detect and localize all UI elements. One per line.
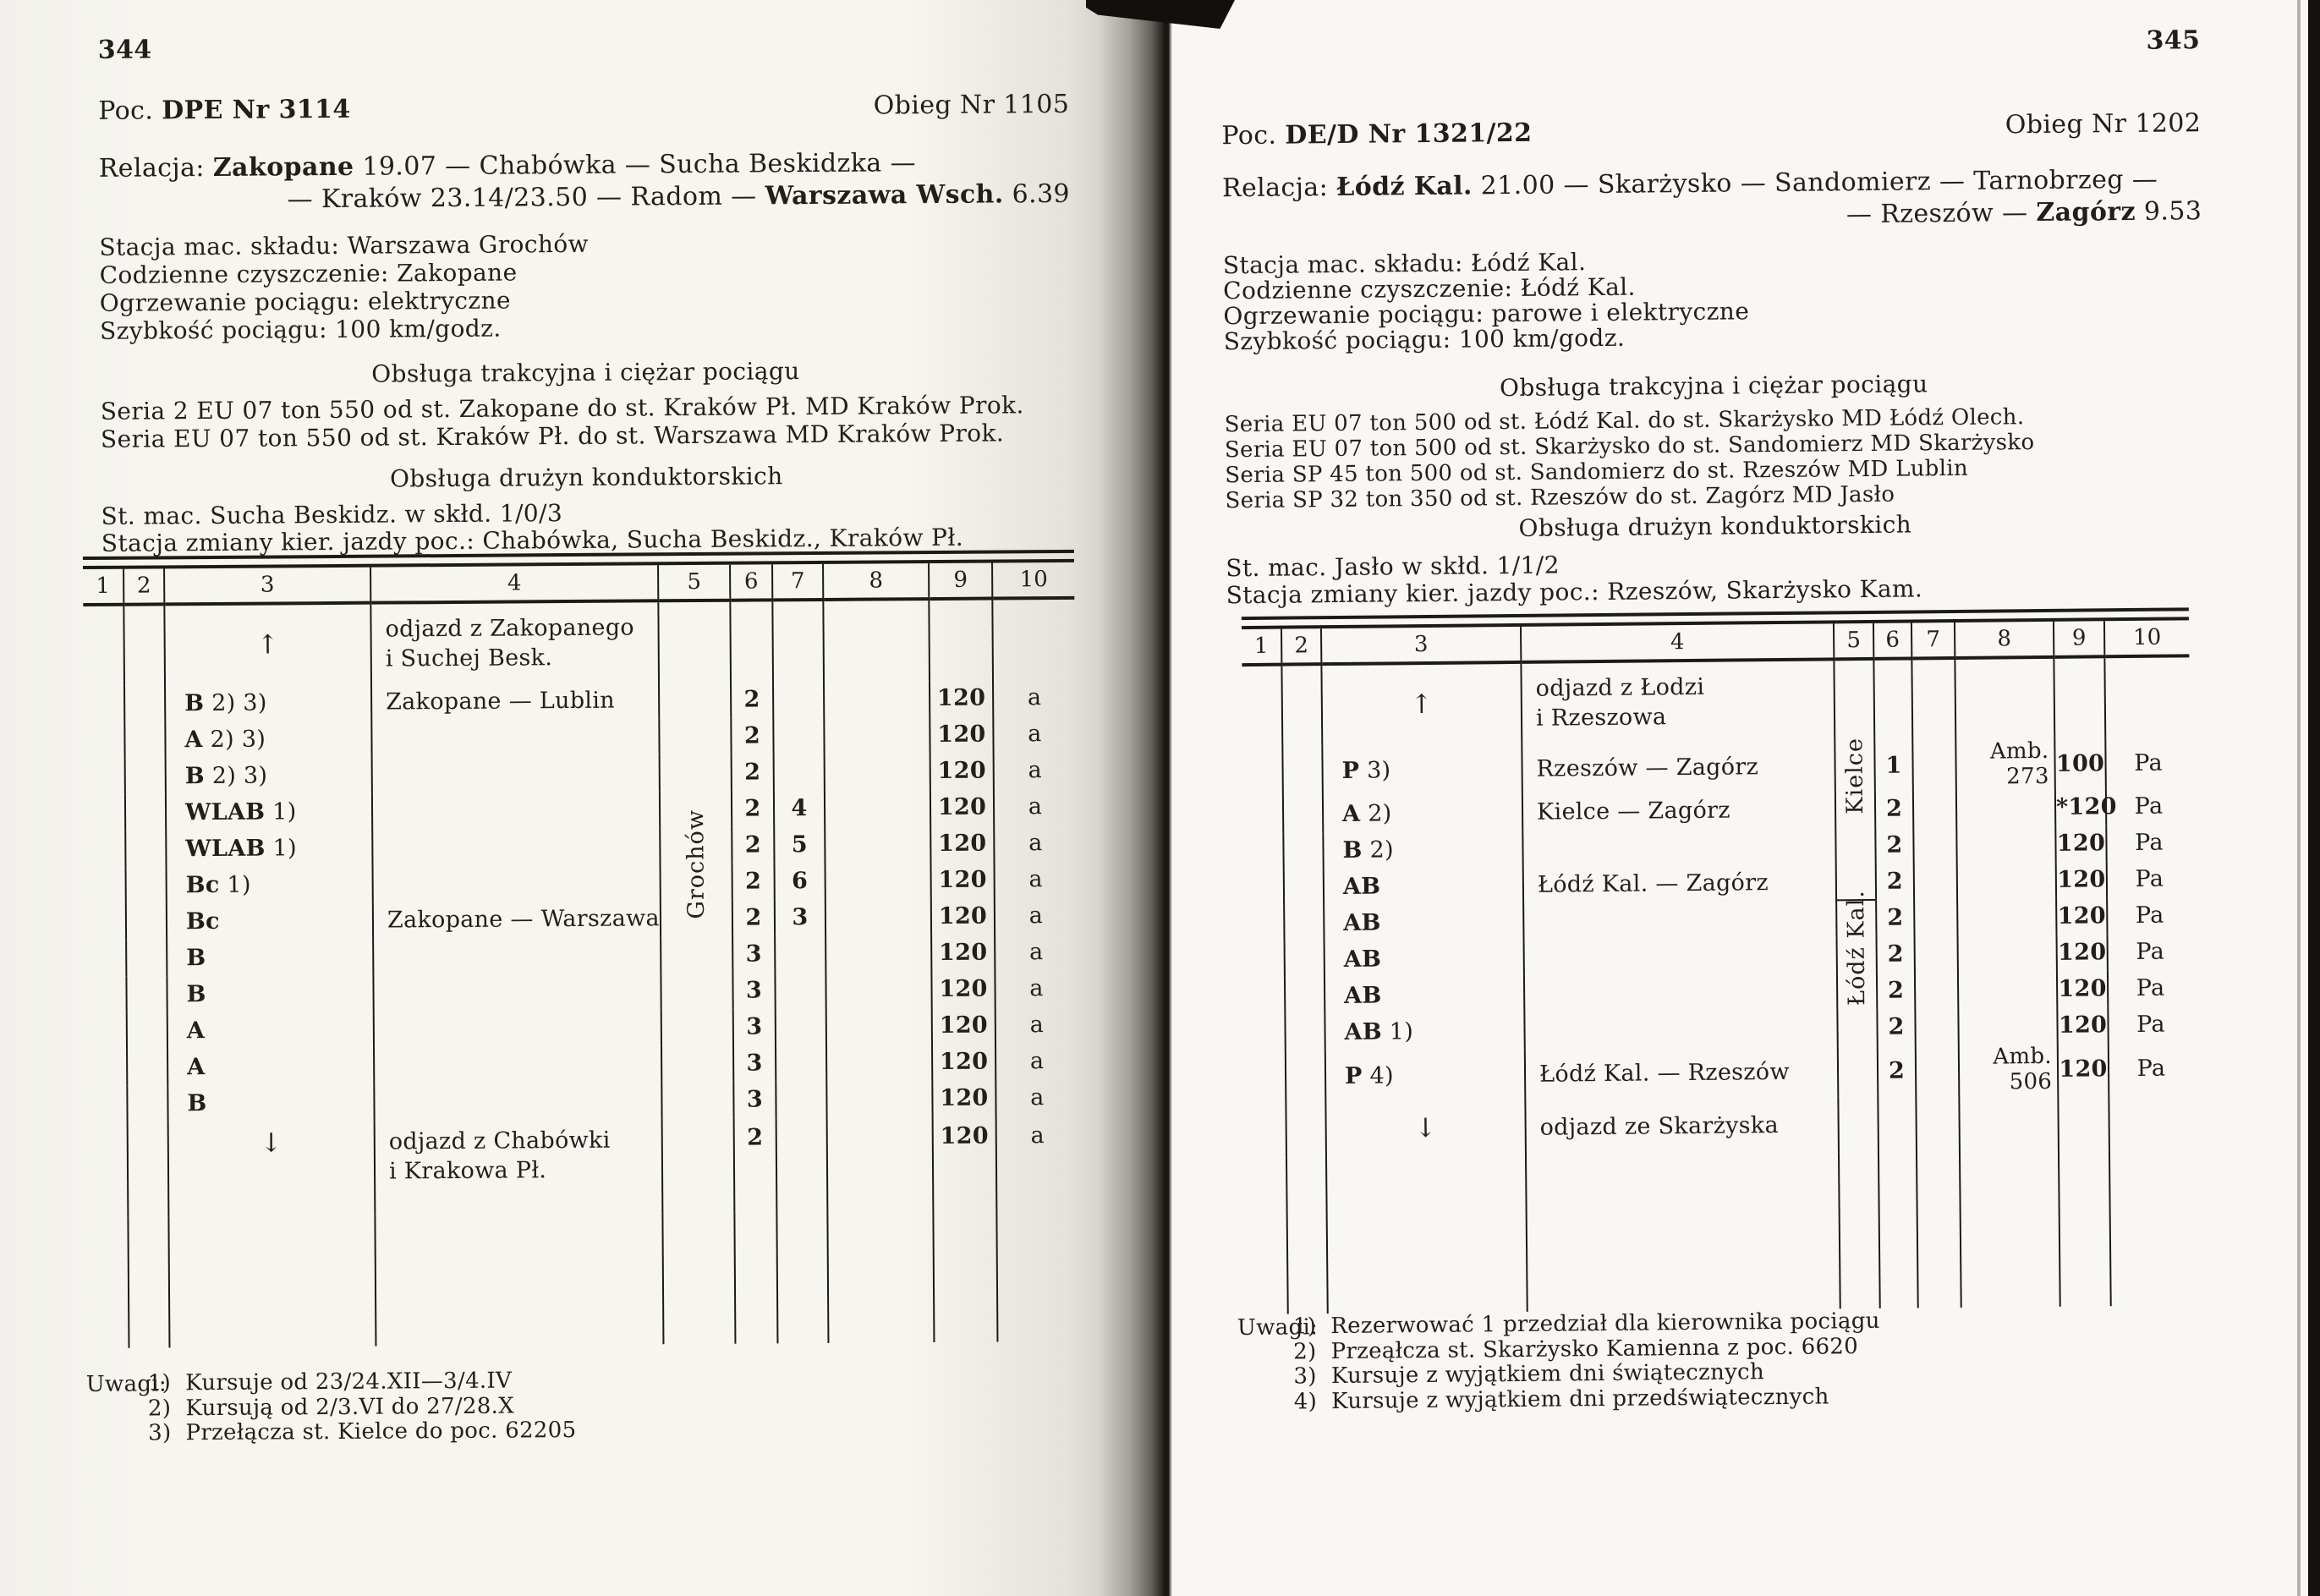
- speed-cell: 120: [2057, 970, 2108, 1007]
- direction-change-line: Stacja zmiany kier. jazdy poc.: Chabówka, Sucha Beskidz., Kraków Pł.: [101, 523, 964, 557]
- brake-cell: a: [996, 1116, 1079, 1211]
- col-header: 10: [992, 562, 1074, 599]
- departure-note-cell: odjazd ze Skarżyska: [1525, 1096, 1839, 1155]
- empty-cell: [1286, 1101, 1326, 1157]
- empty-cell: [1281, 664, 1322, 745]
- empty-cell: [1839, 1152, 1880, 1308]
- car-class-cell: B 2): [1323, 831, 1522, 869]
- info-line: Szybkość pociągu: 100 km/godz.: [1223, 323, 1626, 356]
- uwagi-label: Uwagi:: [85, 1371, 167, 1398]
- filler-row: [1247, 1149, 2196, 1314]
- col-header: 9: [2054, 621, 2104, 657]
- empty-cell: [1246, 1051, 1286, 1102]
- mac-line: St. mac. Sucha Beskidz. w skłd. 1/0/3: [101, 499, 563, 530]
- empty-cell: [1878, 1095, 1917, 1151]
- vertical-label: Grochów: [683, 809, 710, 919]
- amb-cell: [1957, 862, 2056, 899]
- amb-cell: [1957, 898, 2056, 935]
- brake-cell: Pa: [2106, 787, 2191, 825]
- route-label: Relacja:: [1221, 173, 1329, 204]
- empty-cell: [1246, 1102, 1286, 1158]
- value-cell: 2: [734, 1117, 777, 1212]
- col-header: 5: [1834, 623, 1873, 659]
- col-header: 2: [123, 568, 164, 604]
- value-cell: 4: [774, 790, 825, 826]
- seria-block: [1225, 404, 2036, 513]
- seria-line: Seria 2 EU 07 ton 550 od st. Zakopane do st. Kraków Pł. MD Kraków Prok.: [100, 391, 1024, 425]
- col-header: 7: [772, 564, 823, 600]
- brake-cell: Pa: [2108, 933, 2192, 970]
- col-header: 5: [658, 565, 730, 601]
- speed-cell: 120: [930, 753, 994, 790]
- uwagi-item: 3) Przełącza st. Kielce do poc. 62205: [148, 1418, 577, 1446]
- departure-note-cell: odjazd z Chabówki i Krakowa Pł.: [375, 1118, 663, 1215]
- speed-cell: 120: [2055, 825, 2106, 862]
- speed-cell: 120: [930, 716, 993, 754]
- empty-cell: [1242, 746, 1283, 797]
- departure-note-cell: odjazd z Zakopanego i Suchej Besk.: [370, 601, 659, 683]
- speed-cell: *120: [2055, 788, 2106, 825]
- info-line: Stacja mac. składu: Warszawa Grochów: [99, 229, 590, 261]
- value-cell: 2: [1877, 935, 1915, 972]
- route-cell: Zakopane — Lublin: [371, 682, 659, 720]
- speed-cell: 100: [2054, 738, 2106, 789]
- train-label: Poc.: [1221, 120, 1277, 151]
- car-class-cell: WLAB 1): [166, 793, 372, 831]
- car-class-cell: P 4): [1325, 1049, 1526, 1101]
- empty-cell: [1285, 941, 1325, 978]
- amb-cell: [1958, 1007, 2057, 1045]
- value-cell: 3: [733, 1045, 776, 1081]
- train-info-block: [1223, 248, 1750, 354]
- amb-cell: [1958, 971, 2057, 1008]
- empty-cell: [1283, 796, 1323, 832]
- col-header: 4: [370, 565, 658, 602]
- seria-line: Seria EU 07 ton 550 od st. Kraków Pł. do st. Warszawa MD Kraków Prok.: [100, 419, 1005, 453]
- arrow-up-icon: ↑: [1321, 662, 1522, 745]
- value-cell: 3: [733, 1008, 776, 1045]
- departure-note-cell: odjazd z Łodzi i Rzeszowa: [1521, 659, 1835, 743]
- empty-cell: [1914, 863, 1957, 899]
- value-cell: 2: [1875, 790, 1913, 826]
- car-class-cell: B: [167, 975, 373, 1013]
- car-class-cell: B 2) 3): [166, 757, 372, 795]
- value-cell: 2: [1876, 899, 1914, 935]
- car-class-cell: P 3): [1322, 743, 1522, 796]
- car-class-cell: B 2) 3): [165, 684, 371, 722]
- brake-cell: a: [993, 716, 1075, 753]
- brake-cell: Pa: [2108, 969, 2192, 1006]
- value-cell: 3: [732, 972, 775, 1008]
- train-number: DPE Nr 3114: [162, 94, 351, 126]
- brake-cell: a: [995, 934, 1077, 971]
- arrow-down-icon: ↓: [168, 1121, 376, 1217]
- speed-cell: 120: [930, 825, 994, 863]
- route-label: Relacja:: [98, 153, 205, 184]
- empty-cell: [2109, 1093, 2194, 1149]
- col-header: 8: [1955, 622, 2054, 658]
- col-header: 7: [1911, 622, 1955, 658]
- empty-cell: [1243, 833, 1283, 869]
- empty-cell: [1247, 1158, 1288, 1314]
- value-cell: 5: [774, 826, 825, 863]
- empty-cell: [1285, 1014, 1325, 1050]
- seria-line: Seria EU 07 ton 500 od st. Łódź Kal. do st. Skarżysko MD Łódź Olech.: [1224, 404, 2025, 438]
- seria-line: Seria SP 45 ton 500 od st. Sandomierz do st. Rzeszów MD Lublin: [1225, 455, 1969, 489]
- value-cell: 2: [732, 863, 774, 899]
- route-cell: Kielce — Zagórz: [1522, 791, 1835, 831]
- col-header: 1: [83, 569, 123, 605]
- car-class-cell: A: [167, 1012, 374, 1050]
- info-line: Ogrzewanie pociągu: parowe i elektryczne: [1223, 297, 1750, 331]
- direction-change-line: Stacja zmiany kier. jazdy poc.: Rzeszów, Skarżysko Kam.: [1226, 574, 1923, 610]
- empty-cell: [1916, 1045, 1960, 1095]
- speed-cell: 120: [932, 1044, 995, 1081]
- conductor-team-cell: [1835, 740, 1876, 900]
- uwagi-item: 2) Przeąłcza st. Skarżysko Kamienna z poc. 6620: [1293, 1333, 1859, 1365]
- brake-cell: Pa: [2107, 860, 2191, 897]
- route-line-1: Relacja: Zakopane 19.07 — Chabówka — Sucha Beskidzka —: [98, 148, 917, 184]
- empty-cell: [1243, 797, 1283, 833]
- speed-cell: 120: [2058, 1043, 2109, 1094]
- empty-cell: [1834, 659, 1874, 740]
- car-class-cell: A 2) 3): [165, 721, 371, 759]
- value-cell: 2: [732, 826, 774, 863]
- route-line-2: — Kraków 23.14/23.50 — Radom — Warszawa Wsch. 6.39: [287, 178, 1071, 215]
- value-cell: 3: [775, 899, 825, 935]
- value-cell: 2: [732, 899, 775, 935]
- value-cell: 2: [731, 717, 773, 754]
- empty-cell: [1282, 745, 1323, 796]
- empty-cell: [1242, 665, 1282, 746]
- info-line: Codzienne czyszczenie: Zakopane: [99, 258, 518, 289]
- uwagi-item: 4) Kursuje z wyjątkiem dni przedświątecznych: [1293, 1383, 1829, 1415]
- amb-cell: [1958, 935, 2057, 972]
- table-row: [1242, 737, 2191, 797]
- table-row: [1242, 655, 2190, 746]
- route-line-2: — Rzeszów — Zagórz 9.53: [1846, 196, 2202, 230]
- brake-cell: Pa: [2106, 824, 2191, 861]
- uwagi-item: 3) Kursuje z wyjątkiem dni świątecznych: [1293, 1359, 1765, 1390]
- speed-cell: 120: [931, 971, 995, 1008]
- speed-cell: 120: [930, 680, 993, 717]
- car-class-cell: B: [167, 1084, 374, 1122]
- uwagi-item: 2) Kursują od 2/3.VI do 27/28.X: [147, 1393, 515, 1422]
- origin-station: Łódź Kal.: [1336, 171, 1473, 202]
- col-header: 6: [730, 564, 772, 600]
- empty-cell: [1245, 979, 1285, 1015]
- car-class-cell: AB: [1324, 867, 1523, 905]
- timetable-right: [1242, 607, 2196, 1314]
- page-number: 344: [97, 35, 152, 65]
- info-line: Stacja mac. składu: Łódź Kal.: [1222, 248, 1587, 280]
- brake-cell: a: [994, 825, 1076, 862]
- speed-cell: 120: [2057, 934, 2108, 971]
- brake-cell: Pa: [2109, 1042, 2194, 1094]
- empty-cell: [1873, 658, 1912, 739]
- empty-cell: [1912, 739, 1956, 790]
- car-class-cell: B: [167, 939, 373, 977]
- info-line: Szybkość pociągu: 100 km/godz.: [99, 314, 502, 345]
- brake-cell: a: [995, 897, 1077, 935]
- car-class-cell: A 2): [1323, 794, 1522, 832]
- empty-cell: [1245, 1015, 1285, 1051]
- col-header: 10: [2104, 620, 2189, 656]
- car-class-cell: WLAB 1): [166, 830, 372, 868]
- route-cell: Łódź Kal. — Zagórz: [1523, 864, 1836, 903]
- col-header: 3: [164, 568, 370, 605]
- uwagi-item: 1) Kursuje od 23/24.XII—3/4.IV: [147, 1368, 513, 1396]
- brake-cell: Pa: [2107, 897, 2191, 934]
- empty-cell: [1285, 978, 1325, 1014]
- route-cell: Łódź Kal. — Rzeszów: [1525, 1045, 1839, 1100]
- car-class-cell: AB: [1324, 903, 1523, 941]
- vertical-label: Łódź Kal.: [1842, 889, 1871, 1006]
- route-cell: [1524, 973, 1837, 1012]
- empty-cell: [1283, 832, 1323, 869]
- brake-cell: a: [995, 1079, 1078, 1116]
- seria-line: Seria EU 07 ton 500 od st. Skarżysko do st. Sandomierz MD Skarżysko: [1224, 430, 2035, 463]
- route-cell: [1524, 936, 1837, 976]
- route-cell: [1522, 827, 1835, 867]
- col-header: 2: [1281, 628, 1321, 664]
- brake-cell: a: [993, 679, 1075, 716]
- speed-cell: 120: [932, 1007, 995, 1045]
- empty-cell: [2104, 655, 2190, 738]
- brake-cell: Pa: [2105, 737, 2191, 788]
- empty-cell: [1284, 905, 1324, 941]
- info-line: Ogrzewanie pociągu: elektryczne: [99, 286, 512, 317]
- train-label: Poc.: [98, 96, 154, 126]
- destination-station: Warszawa Wsch.: [765, 179, 1004, 211]
- speed-cell: 120: [933, 1116, 997, 1212]
- car-class-cell: AB: [1325, 940, 1524, 978]
- section-title-traction: Obsługa trakcyjna i ciężar pociągu: [1499, 370, 1928, 403]
- car-class-cell: Bc 1): [167, 866, 373, 904]
- vertical-label: Kielce: [1841, 738, 1869, 815]
- speed-cell: 120: [2056, 861, 2107, 898]
- value-cell: 3: [732, 935, 775, 972]
- brake-cell: a: [995, 1043, 1078, 1080]
- col-header: 8: [823, 563, 929, 600]
- brake-cell: a: [995, 970, 1077, 1007]
- value-cell: 6: [774, 863, 825, 899]
- empty-cell: [1326, 1155, 1527, 1314]
- speed-cell: 120: [931, 935, 995, 972]
- section-title-traction: Obsługa trakcyjna i ciężar pociągu: [371, 357, 800, 388]
- amb-cell: Amb. 273: [1955, 738, 2055, 790]
- col-header: 9: [929, 563, 992, 600]
- uwagi-label: Uwagi:: [1237, 1314, 1319, 1341]
- value-cell: 3: [733, 1081, 776, 1117]
- brake-cell: a: [994, 788, 1076, 825]
- speed-cell: 120: [930, 862, 994, 899]
- value-cell: 2: [732, 790, 774, 826]
- route-cell: [1524, 1009, 1837, 1049]
- car-class-cell: A: [167, 1048, 374, 1086]
- page-number: 345: [2146, 25, 2201, 56]
- value-cell: 2: [1875, 826, 1913, 863]
- amb-cell: [1956, 825, 2055, 863]
- col-header: 6: [1873, 622, 1911, 658]
- value-cell: 1: [1874, 739, 1913, 790]
- train-number: DE/D Nr 1321/22: [1285, 118, 1533, 151]
- speed-cell: 120: [931, 898, 995, 935]
- empty-cell: [1245, 942, 1285, 979]
- uwagi-item: 1) Rezerwować 1 przedział dla kierownika pociągu: [1292, 1308, 1880, 1340]
- empty-cell: [1959, 1094, 2059, 1151]
- empty-cell: [1286, 1050, 1326, 1101]
- route-cell: [1523, 900, 1836, 940]
- brake-cell: a: [994, 752, 1076, 789]
- brake-cell: a: [995, 1006, 1078, 1044]
- car-class-cell: Bc: [167, 902, 373, 941]
- value-cell: 2: [1877, 1008, 1915, 1045]
- empty-cell: [1916, 1095, 1960, 1151]
- info-line: Codzienne czyszczenie: Łódź Kal.: [1222, 272, 1637, 305]
- value-cell: 2: [1877, 972, 1915, 1008]
- route-cell: Zakopane — Warszawa: [373, 900, 661, 938]
- col-header: 1: [1242, 629, 1281, 665]
- col-header: 4: [1521, 623, 1834, 662]
- amb-cell: [1956, 789, 2055, 826]
- empty-cell: [1878, 1151, 1918, 1308]
- empty-cell: [1960, 1150, 2060, 1308]
- mac-line: St. mac. Jasło w skłd. 1/1/2: [1226, 551, 1560, 583]
- empty-cell: [2109, 1149, 2196, 1306]
- circulation-number: Obieg Nr 1105: [873, 89, 1070, 121]
- empty-cell: [1286, 1157, 1328, 1314]
- speed-cell: 120: [2057, 1006, 2108, 1044]
- arrow-up-icon: ↑: [164, 603, 371, 686]
- arrow-down-icon: ↓: [1325, 1100, 1526, 1157]
- car-class-cell: AB 1): [1325, 1012, 1524, 1050]
- col-header: 3: [1321, 627, 1521, 664]
- section-title-conductors: Obsługa drużyn konduktorskich: [1518, 510, 1912, 542]
- speed-cell: 120: [930, 789, 994, 826]
- section-title-conductors: Obsługa drużyn konduktorskich: [389, 462, 783, 493]
- origin-station: Zakopane: [212, 151, 354, 183]
- value-cell: 2: [732, 754, 774, 790]
- empty-cell: [1244, 869, 1284, 906]
- value-cell: 2: [1876, 863, 1914, 899]
- empty-cell: [1914, 899, 1957, 935]
- empty-cell: [1955, 657, 2054, 739]
- value-cell: 2: [1878, 1045, 1917, 1095]
- empty-cell: [2059, 1149, 2111, 1307]
- empty-cell: [1913, 790, 1956, 826]
- seria-line: Seria SP 32 ton 350 od st. Rzeszów do st. Zagórz MD Jasło: [1225, 481, 1895, 514]
- route-cell: Rzeszów — Zagórz: [1522, 740, 1835, 794]
- brake-cell: a: [994, 861, 1076, 898]
- circulation-number: Obieg Nr 1202: [2005, 108, 2202, 140]
- empty-cell: [1913, 826, 1956, 863]
- empty-cell: [1915, 935, 1958, 972]
- table-row: [1246, 1093, 2194, 1158]
- value-cell: 2: [731, 681, 773, 717]
- empty-cell: [1915, 972, 1958, 1008]
- empty-cell: [1915, 1008, 1958, 1045]
- brake-cell: Pa: [2108, 1006, 2192, 1043]
- route-line-1: Relacja: Łódź Kal. 21.00 — Skarżysko — Sandomierz — Tarnobrzeg —: [1221, 164, 2158, 204]
- conductor-team-cell: [1836, 889, 1878, 1152]
- amb-cell: Amb. 506: [1959, 1044, 2059, 1095]
- empty-cell: [1284, 869, 1324, 905]
- speed-cell: 120: [2056, 897, 2107, 935]
- empty-cell: [1911, 658, 1955, 739]
- empty-cell: [1526, 1152, 1840, 1312]
- car-class-cell: AB: [1325, 976, 1524, 1014]
- empty-cell: [2054, 656, 2105, 738]
- empty-cell: [1244, 906, 1284, 942]
- speed-cell: 120: [932, 1080, 995, 1117]
- uwagi-list: [1293, 1309, 1881, 1415]
- empty-cell: [2058, 1094, 2109, 1150]
- empty-cell: [1917, 1151, 1961, 1308]
- destination-station: Zagórz: [2036, 196, 2136, 228]
- table-row: [1246, 1042, 2194, 1102]
